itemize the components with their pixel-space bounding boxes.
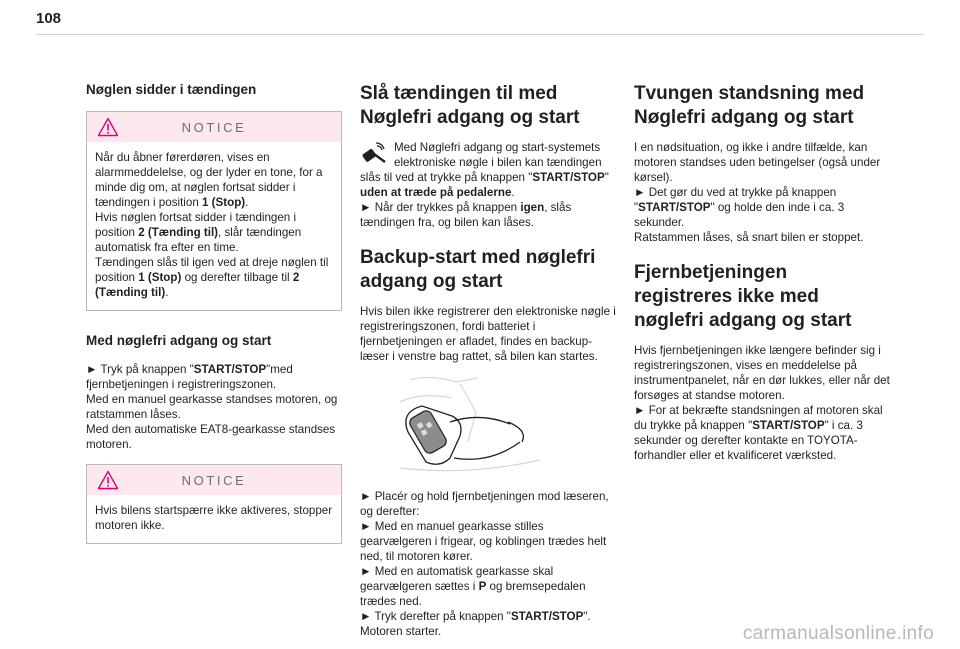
keyless-stop-paragraph: ► Tryk på knappen "START/STOP"med fjernbetjeningen i registreringszonen. Med en manuel gearkasse standses motoren, og ratstammen låses. Med den automatiske EAT8-gearkasse standses motoren. (86, 363, 338, 451)
notice-title: NOTICE (181, 120, 247, 135)
section-heading-keyless-start: Med nøglefri adgang og start (86, 333, 272, 348)
section-heading-ignition-on: Slå tændingen til med Nøglefri adgang og start (360, 83, 580, 128)
forced-stop-paragraph: I en nødsituation, og ikke i andre tilfælde, kan motoren standses uden betingelser (også under kørsel). ► Det gør du ved at trykke på knappen "START/STOP" og holde den inde i ca. 3 sekunder. Ratstammen låses, så snart bilen er stoppet. (634, 141, 881, 244)
ignition-on-paragraph: Med Nøglefri adgang og start-systemets elektroniske nøgle i bilen kan tændingen slås til ved at trykke på knappen "START/STOP" uden at træde på pedalerne. ► Når der trykkes på knappen igen, slås tændingen fra, og bilen kan låses. (360, 141, 609, 229)
notice-title: NOTICE (181, 473, 247, 488)
page-number: 108 (36, 10, 62, 27)
section-heading-forced-stop: Tvungen standsning med Nøglefri adgang og start (634, 83, 865, 128)
column-right (634, 82, 890, 463)
notice-body: Når du åbner førerdøren, vises en alarmmeddelelse, og der lyder en tone, for a minde dig om, at nøglen fortsat sidder i tændingen i position 1 (Stop). Hvis nøglen fortsat sidder i tændingen i position 2 (Tænding til), slår tændingen automatisk fra efter en time. Tændingen slås til igen ved at dreje nøglen til position 1 (Stop) og derefter tilbage til 2 (Tænding til). (95, 151, 329, 299)
backup-reader-illustration (360, 372, 616, 472)
section-heading-remote-not-detected: Fjernbetjeningen registreres ikke med nøglefri adgang og start (634, 262, 852, 331)
backup-start-paragraph: Hvis bilen ikke registrerer den elektroniske nøgle i registreringszonen, fordi batteriet i fjernbetjeningen er afladet, findes en backup-læser i venstre bag rattet, så bilen kan startes. (360, 305, 616, 363)
section-heading-backup-start: Backup-start med nøglefri adgang og start (360, 247, 596, 292)
section-heading-key-in-ignition: Nøglen sidder i tændingen (86, 82, 257, 97)
header-divider (36, 34, 924, 35)
notice-header (87, 112, 341, 142)
column-left (86, 82, 342, 548)
backup-start-steps: ► Placér og hold fjernbetjeningen mod læseren, og derefter: ► Med en manuel gearkasse stilles gearvælgeren i frigear, og koblingen trædes helt ned, til motoren kører. ► Med en automatisk gearkasse skal gearvælgeren sættes i P og bremsepedalen trædes ned. ► Tryk derefter på knappen "START/STOP". Motoren starter. (360, 490, 609, 638)
column-middle (360, 82, 616, 639)
watermark: carmanualsonline.info (742, 623, 934, 644)
remote-not-detected-paragraph: Hvis fjernbetjeningen ikke længere befinder sig i registreringszonen, vises en meddelelse på instrumentpanelet, når en dør lukkes, eller når det forsøges at standse motoren. ► For at bekræfte standsningen af motoren skal du trykke på knappen "START/STOP" i ca. 3 sekunder og derefter kontakte en TOYOTA-forhandler eller et kvalificeret værksted. (634, 344, 890, 462)
notice-box (86, 111, 342, 311)
notice-body: Hvis bilens startspærre ikke aktiveres, stopper motoren ikke. (95, 504, 333, 532)
notice-box-immobiliser (86, 464, 342, 544)
keyless-key-icon (360, 140, 388, 166)
notice-header (87, 465, 341, 495)
